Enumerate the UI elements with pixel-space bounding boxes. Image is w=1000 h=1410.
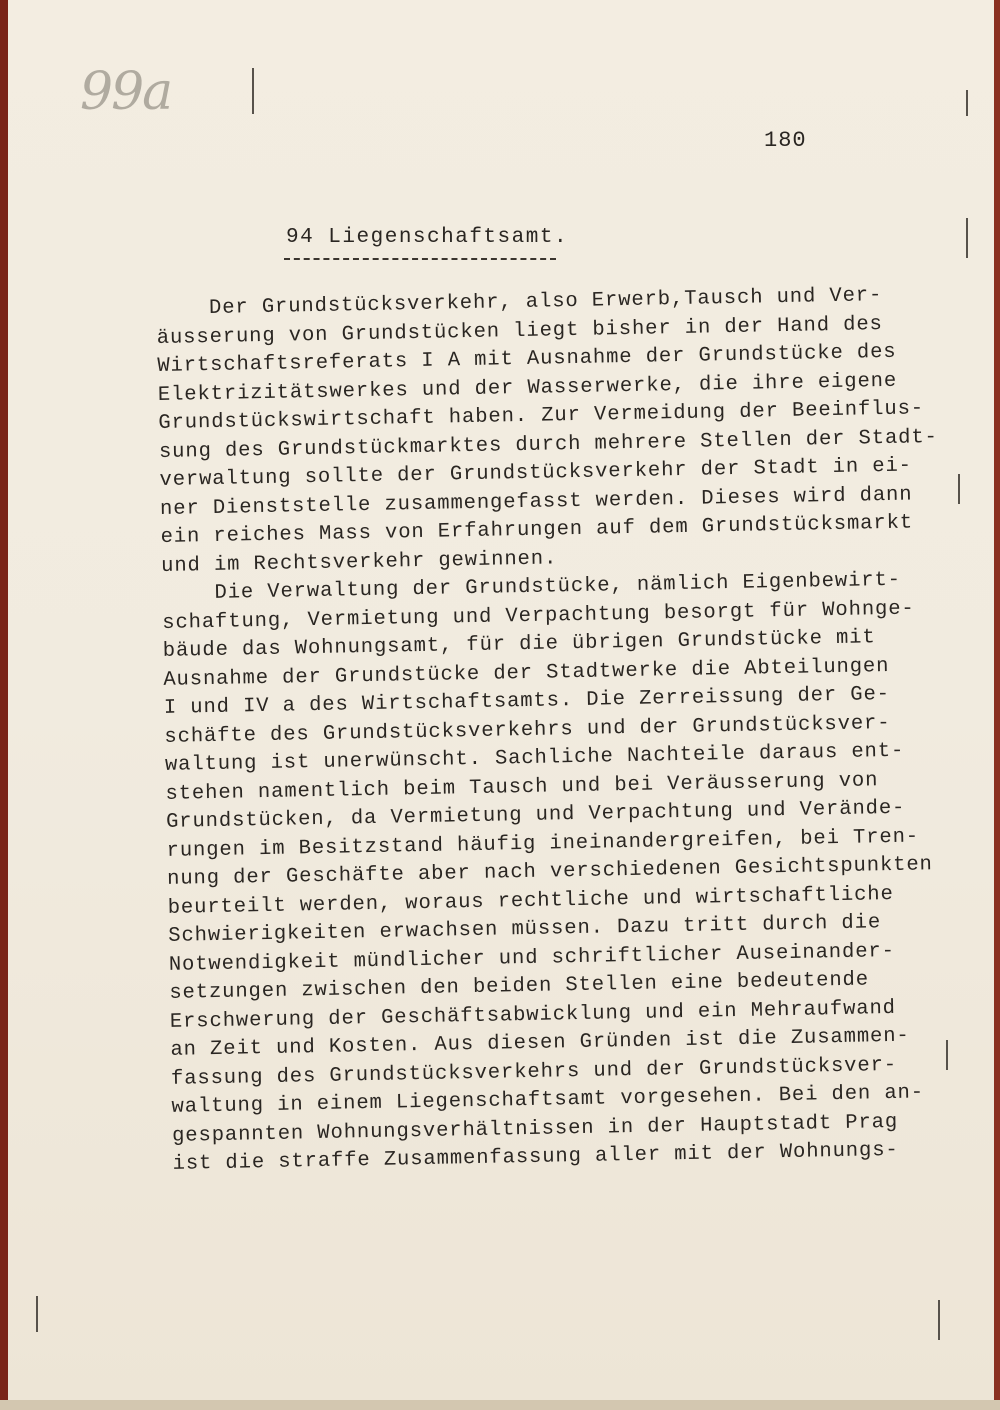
- text-line: Elektrizitätswerkes und der Wasserwerke, die ihre eigene: [157, 369, 898, 407]
- section-heading: 94 Liegenschaftsamt.: [286, 226, 569, 249]
- text-line: schäfte des Grundstücksverkehrs und der Grundstücksver-: [164, 711, 891, 749]
- text-line: sung des Grundstückmarktes durch mehrere Stellen der Stadt-: [158, 425, 938, 464]
- text-line: nung der Geschäfte aber nach verschiedenen Gesichtspunkten: [166, 853, 934, 891]
- text-line: Erschwerung der Geschäftsabwicklung und ein Mehraufwand: [169, 996, 897, 1034]
- text-line: Schwierigkeiten erwachsen müssen. Dazu tritt durch die: [168, 911, 882, 948]
- text-line: Grundstücken, da Vermietung und Verpachtung und Verände-: [165, 796, 906, 834]
- text-line: waltung ist unerwünscht. Sachliche Nachteile daraus ent-: [164, 739, 905, 777]
- text-line: Wirtschaftsreferats I A mit Ausnahme der Grundstücke des: [157, 340, 897, 378]
- text-line: schaftung, Vermietung und Verpachtung besorgt für Wohnge-: [162, 596, 915, 635]
- text-line: stehen namentlich beim Tausch und bei Veräusserung von: [165, 768, 879, 806]
- text-line: Die Verwaltung der Grundstücke, nämlich Eigenbewirt-: [161, 568, 902, 606]
- text-line: bäude das Wohnungsamt, für die übrigen Grundstücke mit: [162, 626, 876, 663]
- text-line: Der Grundstücksverkehr, also Erwerb,Tausch und Ver-: [156, 284, 883, 321]
- text-line: äusserung von Grundstücken liegt bisher in der Hand des: [156, 312, 884, 350]
- body-text: [156, 282, 938, 1180]
- page-number: 180: [764, 128, 807, 153]
- margin-tick-mark: [252, 68, 254, 114]
- pencil-annotation: 99a: [80, 62, 172, 122]
- margin-tick-mark: [36, 1296, 38, 1332]
- text-line: setzungen zwischen den beiden Stellen eine bedeutende: [169, 968, 870, 1005]
- text-line: ein reiches Mass von Erfahrungen auf dem Grundstücksmarkt: [160, 511, 914, 549]
- text-line: und im Rechtsverkehr gewinnen.: [160, 546, 558, 578]
- page-edge-right: [994, 0, 1000, 1410]
- text-line: beurteilt werden, woraus rechtliche und wirtschaftliche: [167, 882, 894, 920]
- margin-tick-mark: [958, 474, 960, 504]
- page-edge-bottom: [0, 1400, 1000, 1410]
- text-line: Notwendigkeit mündlicher und schriftlicher Auseinander-: [168, 939, 896, 977]
- margin-tick-mark: [966, 218, 968, 258]
- text-line: ist die straffe Zusammenfassung aller mit der Wohnungs-: [172, 1138, 899, 1176]
- heading-underline: [284, 258, 556, 260]
- text-line: ner Dienststelle zusammengefasst werden. Dieses wird dann: [159, 483, 913, 521]
- page-edge-left: [0, 0, 8, 1410]
- text-line: I und IV a des Wirtschaftsamts. Die Zerreissung der Ge-: [163, 682, 891, 720]
- text-line: Ausnahme der Grundstücke der Stadtwerke die Abteilungen: [163, 654, 890, 692]
- text-line: an Zeit und Kosten. Aus diesen Gründen ist die Zusammen-: [170, 1024, 910, 1062]
- margin-tick-mark: [946, 1040, 948, 1070]
- text-line: verwaltung sollte der Grundstücksverkehr der Stadt in ei-: [159, 454, 913, 492]
- text-line: gespannten Wohnungsverhältnissen in der Hauptstadt Prag: [171, 1110, 899, 1148]
- text-line: rungen im Besitzstand häufig ineinandergreifen, bei Tren-: [166, 824, 920, 863]
- margin-tick-mark: [938, 1300, 940, 1340]
- text-line: Grundstückswirtschaft haben. Zur Vermeidung der Beeinflus-: [158, 397, 925, 435]
- margin-tick-mark: [966, 90, 968, 116]
- text-line: fassung des Grundstücksverkehrs und der Grundstücksver-: [170, 1053, 898, 1091]
- text-line: waltung in einem Liegenschaftsamt vorgesehen. Bei den an-: [171, 1081, 925, 1119]
